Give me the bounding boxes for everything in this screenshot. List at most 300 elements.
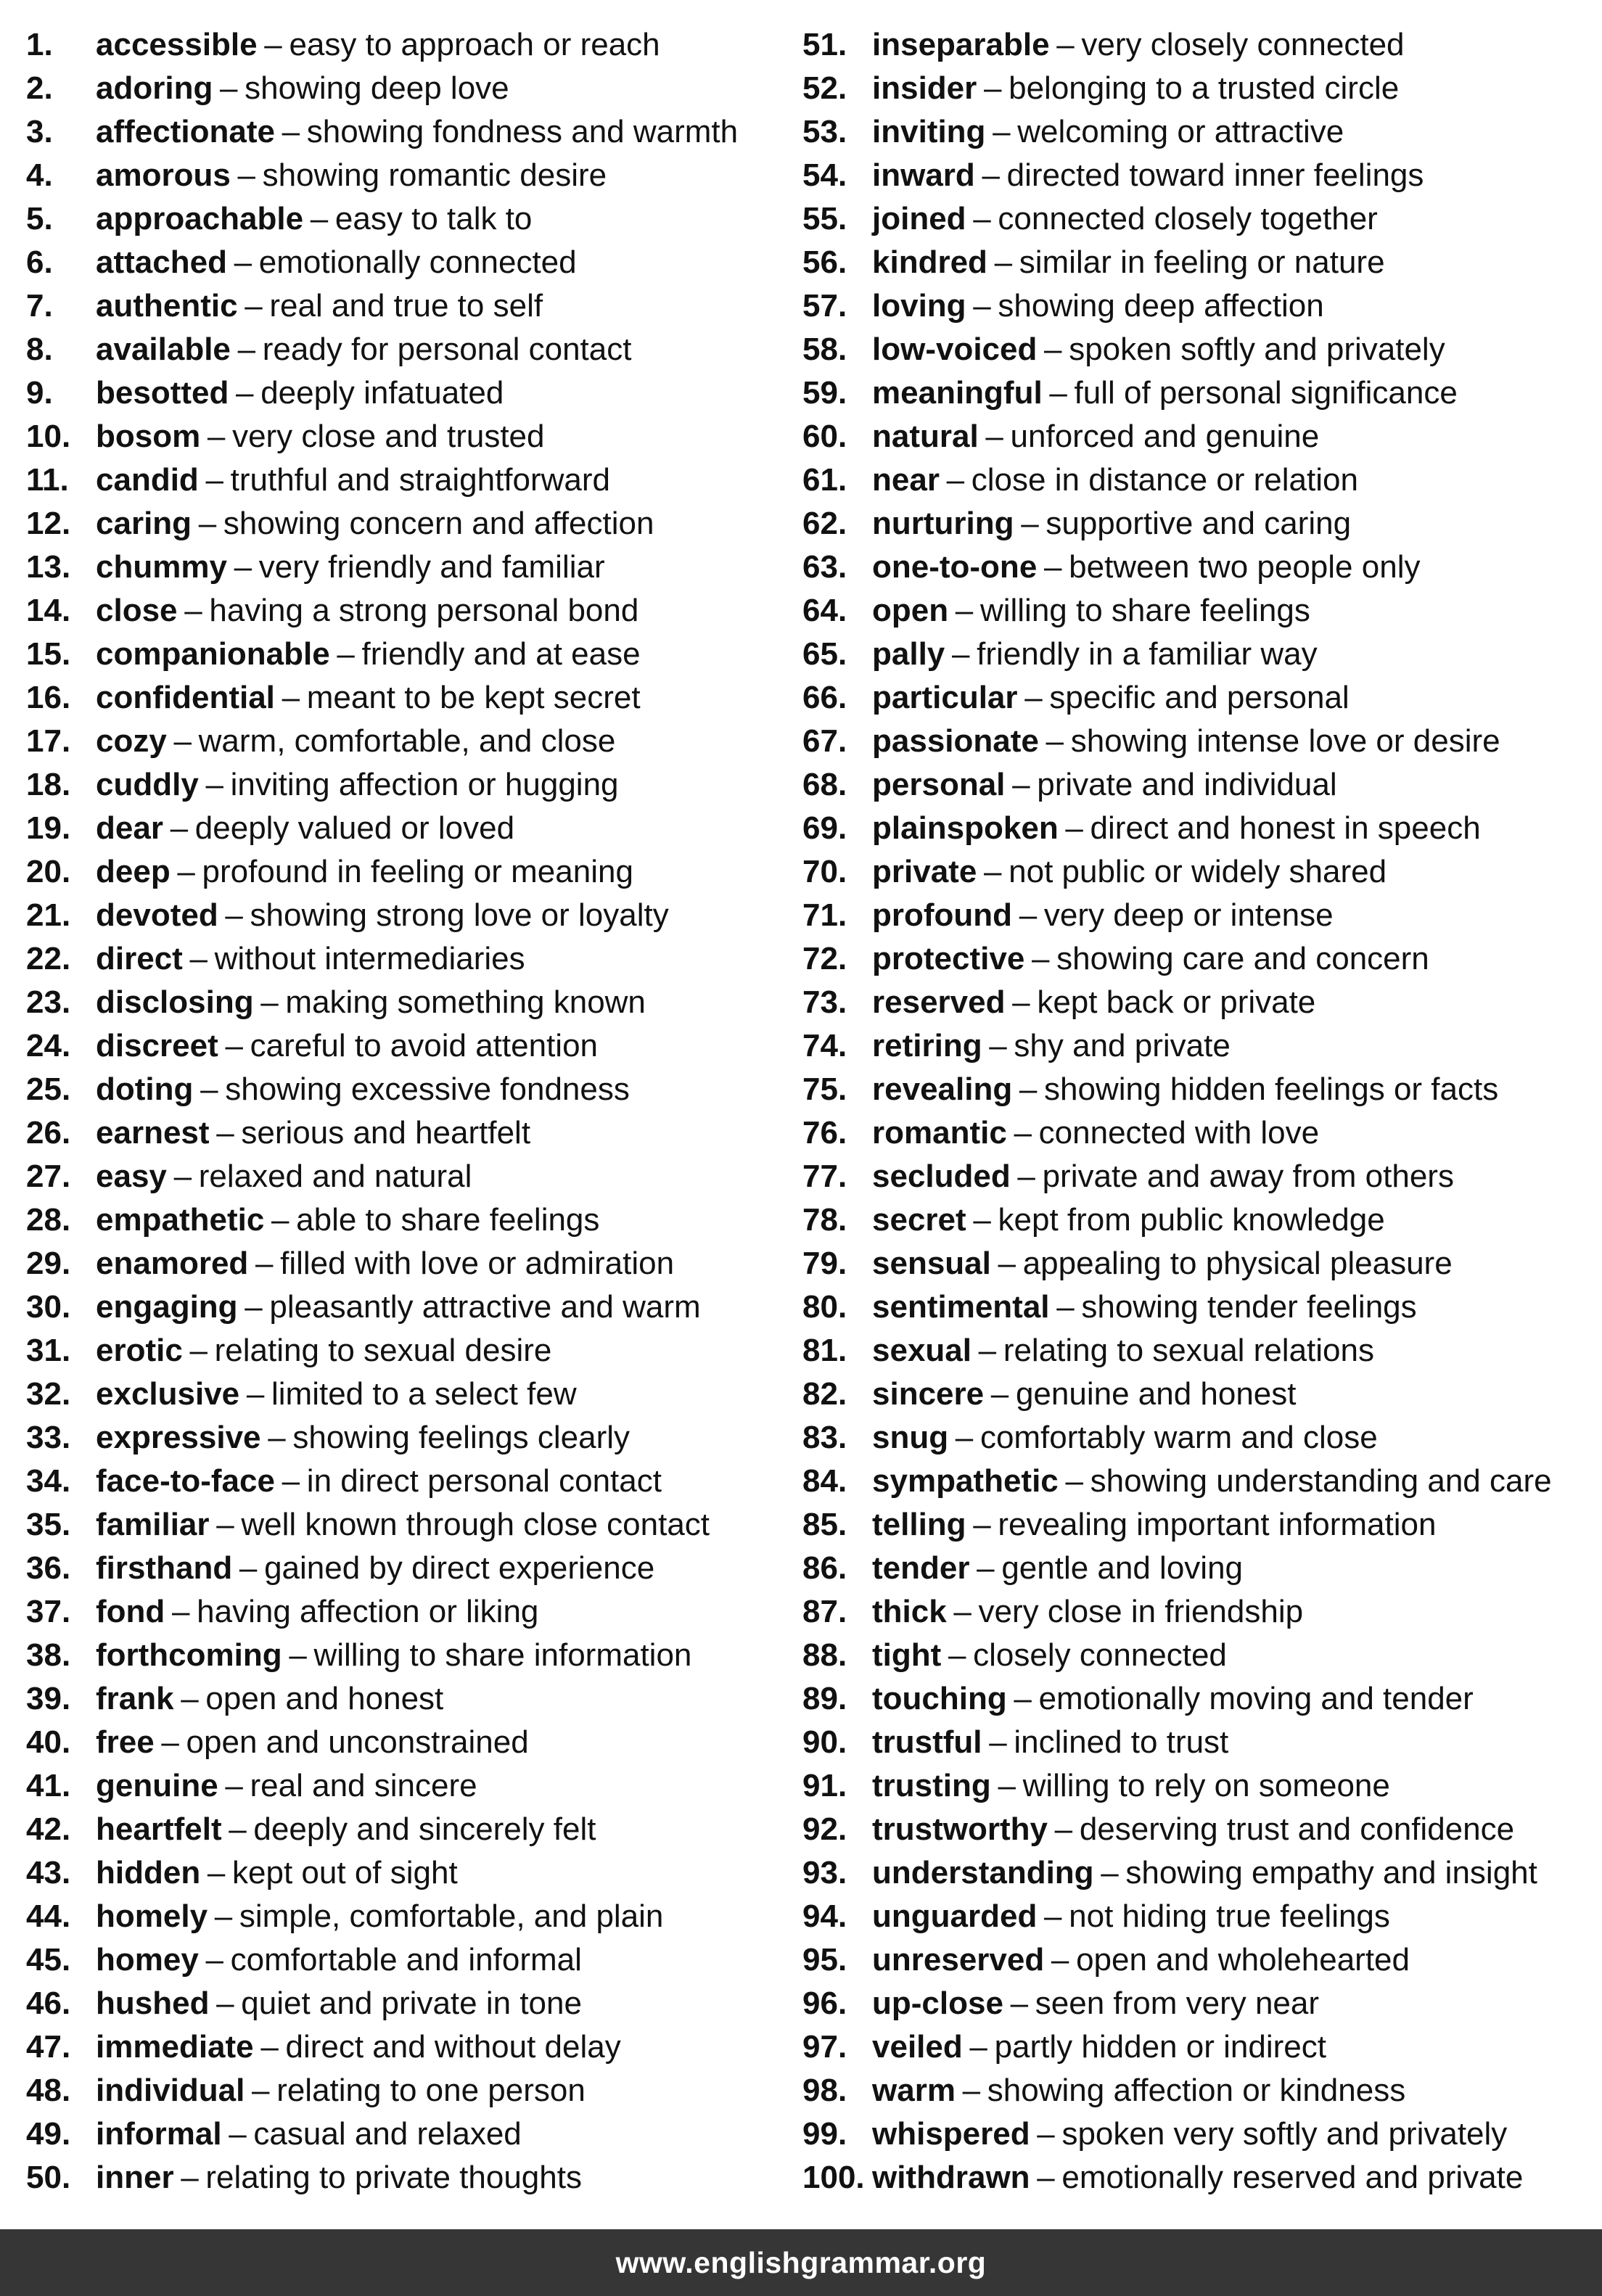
item-entry (96, 241, 577, 284)
item-definition: not hiding true feelings (1069, 1898, 1390, 1934)
item-separator: – (1065, 1463, 1083, 1499)
item-number: 100. (802, 2160, 865, 2195)
item-separator: – (990, 1376, 1009, 1412)
item-entry (96, 894, 669, 937)
item-entry (96, 110, 738, 154)
item-entry (872, 1634, 1227, 1677)
item-word: hidden (96, 1855, 201, 1890)
list-item (26, 2069, 795, 2112)
item-number: 68. (802, 767, 847, 802)
item-entry (96, 1111, 530, 1155)
item-definition: simple, comfortable, and plain (239, 1898, 664, 1934)
item-word: veiled (872, 2029, 963, 2065)
item-definition: direct and honest in speech (1090, 810, 1481, 846)
list-item (802, 1547, 1602, 1590)
item-separator: – (207, 1855, 226, 1890)
item-definition: showing romantic desire (262, 157, 607, 193)
item-separator: – (245, 288, 263, 324)
item-definition: kept from public knowledge (998, 1202, 1385, 1238)
item-separator: – (239, 1550, 258, 1586)
item-separator: – (1019, 897, 1038, 933)
item-number: 93. (802, 1855, 847, 1890)
list-item (802, 110, 1602, 154)
list-item (802, 1155, 1602, 1198)
list-item (802, 546, 1602, 589)
item-separator: – (1056, 1289, 1075, 1325)
item-definition: comfortable and informal (230, 1942, 582, 1978)
item-separator: – (216, 1507, 234, 1542)
item-number: 34. (26, 1463, 71, 1499)
item-separator: – (184, 593, 202, 628)
item-separator: – (1056, 27, 1075, 62)
item-word: touching (872, 1681, 1007, 1716)
item-number: 71. (802, 897, 847, 933)
item-word: retiring (872, 1028, 982, 1063)
item-word: thick (872, 1594, 947, 1629)
item-number: 84. (802, 1463, 847, 1499)
item-word: profound (872, 897, 1013, 933)
item-entry (872, 1547, 1243, 1590)
item-entry (872, 2069, 1405, 2112)
item-definition: inviting affection or hugging (230, 767, 619, 802)
item-definition: deserving trust and confidence (1079, 1811, 1515, 1847)
item-word: whispered (872, 2116, 1030, 2152)
item-word: genuine (96, 1768, 218, 1803)
item-definition: easy to approach or reach (289, 27, 660, 62)
item-entry (872, 1242, 1453, 1285)
item-definition: supportive and caring (1046, 506, 1352, 541)
item-separator: – (973, 201, 991, 236)
item-number: 91. (802, 1768, 847, 1803)
list-item (802, 1373, 1602, 1416)
item-word: hushed (96, 1986, 210, 2021)
item-separator: – (205, 767, 223, 802)
list-item (802, 2025, 1602, 2069)
item-word: meaningful (872, 375, 1043, 411)
item-word: direct (96, 941, 183, 976)
list-item (26, 589, 795, 633)
item-number: 22. (26, 941, 71, 976)
item-separator: – (998, 1246, 1016, 1281)
item-word: affectionate (96, 114, 275, 149)
list-item (26, 1416, 795, 1460)
item-definition: private and individual (1037, 767, 1337, 802)
list-item (26, 154, 795, 197)
item-word: authentic (96, 288, 238, 324)
list-item (26, 1460, 795, 1503)
item-separator: – (1054, 1811, 1073, 1847)
footer-bar (0, 2229, 1602, 2296)
item-number: 39. (26, 1681, 71, 1716)
item-number: 98. (802, 2073, 847, 2108)
item-word: inner (96, 2160, 174, 2195)
item-entry (872, 1460, 1552, 1503)
item-number: 7. (26, 288, 53, 324)
item-number: 28. (26, 1202, 71, 1238)
item-number: 48. (26, 2073, 71, 2108)
item-number: 53. (802, 114, 847, 149)
item-number: 57. (802, 288, 847, 324)
item-number: 99. (802, 2116, 847, 2152)
item-number: 62. (802, 506, 847, 541)
list-item (26, 284, 795, 328)
list-item (802, 1851, 1602, 1895)
item-number: 89. (802, 1681, 847, 1716)
item-number: 92. (802, 1811, 847, 1847)
item-entry (872, 1764, 1390, 1808)
item-definition: showing excessive fondness (225, 1071, 630, 1107)
item-definition: similar in feeling or nature (1019, 244, 1385, 280)
item-definition: shy and private (1014, 1028, 1231, 1063)
list-item (26, 1764, 795, 1808)
item-word: cozy (96, 723, 167, 759)
item-separator: – (268, 1420, 286, 1455)
item-word: devoted (96, 897, 218, 933)
item-word: individual (96, 2073, 245, 2108)
list-item (26, 546, 795, 589)
item-entry (96, 284, 543, 328)
item-entry (96, 1024, 598, 1068)
item-number: 66. (802, 680, 847, 715)
item-word: heartfelt (96, 1811, 222, 1847)
item-separator: – (229, 1811, 247, 1847)
list-item (26, 1721, 795, 1764)
item-definition: very close in friendship (978, 1594, 1304, 1629)
item-entry (96, 2112, 522, 2156)
list-item (26, 1938, 795, 1982)
item-definition: not public or widely shared (1009, 854, 1387, 889)
item-separator: – (951, 636, 970, 672)
item-separator: – (989, 1028, 1007, 1063)
item-word: sentimental (872, 1289, 1050, 1325)
list-item (802, 1677, 1602, 1721)
item-definition: showing hidden feelings or facts (1044, 1071, 1499, 1107)
item-separator: – (310, 201, 329, 236)
item-definition: full of personal significance (1074, 375, 1458, 411)
item-separator: – (234, 244, 252, 280)
word-list-left-column (26, 23, 795, 2200)
item-definition: limited to a select few (271, 1376, 577, 1412)
list-item (26, 23, 795, 67)
item-word: approachable (96, 201, 304, 236)
item-definition: showing care and concern (1056, 941, 1429, 976)
item-definition: open and wholehearted (1076, 1942, 1410, 1978)
item-entry (96, 633, 641, 676)
item-number: 61. (802, 462, 847, 498)
item-entry (872, 1111, 1319, 1155)
item-separator: – (983, 70, 1002, 106)
item-word: one-to-one (872, 549, 1038, 585)
item-separator: – (282, 680, 300, 715)
item-number: 46. (26, 1986, 71, 2021)
list-item (26, 1851, 795, 1895)
list-item (26, 1024, 795, 1068)
item-number: 90. (802, 1724, 847, 1760)
item-entry (96, 763, 619, 807)
item-number: 67. (802, 723, 847, 759)
item-definition: seen from very near (1035, 1986, 1320, 2021)
item-word: disclosing (96, 984, 254, 1020)
item-entry (96, 937, 525, 981)
item-definition: easy to talk to (334, 201, 533, 236)
item-separator: – (237, 157, 255, 193)
item-number: 69. (802, 810, 847, 846)
item-entry (872, 1895, 1390, 1938)
item-definition: emotionally reserved and private (1061, 2160, 1524, 2195)
list-item (26, 1329, 795, 1373)
item-separator: – (983, 854, 1002, 889)
item-entry (96, 1982, 582, 2025)
item-separator: – (1051, 1942, 1069, 1978)
item-entry (96, 1808, 596, 1851)
item-word: sympathetic (872, 1463, 1059, 1499)
list-item (26, 1547, 795, 1590)
item-entry (96, 1764, 477, 1808)
item-entry (96, 1721, 529, 1764)
item-definition: revealing important information (998, 1507, 1437, 1542)
item-entry (872, 1285, 1417, 1329)
item-definition: very friendly and familiar (258, 549, 605, 585)
item-word: warm (872, 2073, 956, 2108)
item-definition: showing deep affection (998, 288, 1324, 324)
item-definition: serious and heartfelt (241, 1115, 531, 1151)
item-word: easy (96, 1159, 167, 1194)
list-item (26, 850, 795, 894)
item-separator: – (1044, 332, 1062, 367)
item-separator: – (205, 462, 223, 498)
item-word: amorous (96, 157, 231, 193)
item-separator: – (953, 1594, 972, 1629)
list-item (802, 807, 1602, 850)
item-number: 20. (26, 854, 71, 889)
item-entry (96, 1895, 663, 1938)
item-number: 58. (802, 332, 847, 367)
list-item (802, 1024, 1602, 1068)
item-number: 2. (26, 70, 53, 106)
item-entry (96, 546, 605, 589)
item-word: joined (872, 201, 966, 236)
item-entry (872, 2025, 1326, 2069)
item-number: 15. (26, 636, 71, 672)
item-number: 95. (802, 1942, 847, 1978)
item-entry (872, 546, 1420, 589)
word-list-right-column (802, 23, 1602, 2200)
list-item (802, 2069, 1602, 2112)
item-number: 94. (802, 1898, 847, 1934)
list-item (802, 1590, 1602, 1634)
list-item (26, 371, 795, 415)
item-definition: spoken softly and privately (1069, 332, 1445, 367)
item-definition: real and sincere (250, 1768, 477, 1803)
list-item (802, 1460, 1602, 1503)
footer-url[interactable]: www.englishgrammar.org (615, 2245, 987, 2279)
item-number: 70. (802, 854, 847, 889)
item-number: 60. (802, 419, 847, 454)
item-word: kindred (872, 244, 987, 280)
item-separator: – (246, 1376, 265, 1412)
item-number: 76. (802, 1115, 847, 1151)
list-item (26, 67, 795, 110)
item-number: 85. (802, 1507, 847, 1542)
list-item (802, 1982, 1602, 2025)
item-separator: – (998, 1768, 1016, 1803)
list-item (26, 197, 795, 241)
item-definition: between two people only (1069, 549, 1421, 585)
item-number: 8. (26, 332, 53, 367)
list-item (26, 502, 795, 546)
item-separator: – (181, 2160, 199, 2195)
item-separator: – (181, 1681, 199, 1716)
item-definition: appealing to physical pleasure (1022, 1246, 1453, 1281)
item-word: enamored (96, 1246, 249, 1281)
item-entry (872, 1982, 1319, 2025)
item-word: firsthand (96, 1550, 233, 1586)
item-word: tight (872, 1637, 942, 1673)
item-word: homey (96, 1942, 199, 1978)
list-item (26, 807, 795, 850)
item-entry (872, 328, 1445, 371)
item-entry (96, 850, 633, 894)
item-definition: deeply and sincerely felt (253, 1811, 596, 1847)
list-item (26, 894, 795, 937)
list-item (26, 981, 795, 1024)
item-word: snug (872, 1420, 949, 1455)
item-definition: showing empathy and insight (1125, 1855, 1537, 1890)
item-number: 54. (802, 157, 847, 193)
item-definition: careful to avoid attention (250, 1028, 599, 1063)
item-separator: – (1043, 549, 1062, 585)
list-item (26, 1634, 795, 1677)
item-separator: – (1044, 1898, 1062, 1934)
list-item (802, 1895, 1602, 1938)
item-definition: making something known (285, 984, 646, 1020)
item-number: 79. (802, 1246, 847, 1281)
item-number: 6. (26, 244, 53, 280)
item-entry (872, 415, 1319, 458)
list-item (802, 763, 1602, 807)
item-entry (96, 676, 641, 720)
item-word: bosom (96, 419, 201, 454)
item-separator: – (955, 1420, 974, 1455)
list-item (26, 1373, 795, 1416)
list-item (802, 1764, 1602, 1808)
item-word: trustful (872, 1724, 982, 1760)
item-number: 21. (26, 897, 71, 933)
item-word: pally (872, 636, 945, 672)
item-separator: – (214, 1898, 233, 1934)
item-separator: – (989, 1724, 1007, 1760)
item-separator: – (1014, 1115, 1032, 1151)
item-definition: belonging to a trusted circle (1009, 70, 1400, 106)
item-number: 97. (802, 2029, 847, 2065)
list-item (26, 1111, 795, 1155)
item-entry (96, 371, 504, 415)
item-separator: – (229, 2116, 247, 2152)
list-item (26, 1285, 795, 1329)
item-number: 40. (26, 1724, 71, 1760)
item-entry (96, 1851, 458, 1895)
item-entry (96, 415, 545, 458)
item-separator: – (220, 70, 238, 106)
item-definition: showing feelings clearly (292, 1420, 630, 1455)
item-entry (872, 154, 1424, 197)
item-word: up-close (872, 1986, 1003, 2021)
item-entry (96, 1460, 662, 1503)
item-entry (872, 720, 1500, 763)
item-number: 59. (802, 375, 847, 411)
item-number: 83. (802, 1420, 847, 1455)
item-word: free (96, 1724, 155, 1760)
item-separator: – (1014, 1681, 1032, 1716)
item-entry (96, 154, 607, 197)
item-number: 49. (26, 2116, 71, 2152)
item-separator: – (1037, 2116, 1055, 2152)
item-definition: connected with love (1038, 1115, 1320, 1151)
item-entry (96, 502, 654, 546)
item-definition: ready for personal contact (262, 332, 632, 367)
item-number: 78. (802, 1202, 847, 1238)
item-entry (872, 67, 1399, 110)
item-definition: showing deep love (245, 70, 509, 106)
item-entry (872, 1808, 1514, 1851)
item-number: 96. (802, 1986, 847, 2021)
item-separator: – (1101, 1855, 1119, 1890)
item-separator: – (973, 288, 991, 324)
item-definition: warm, comfortable, and close (198, 723, 616, 759)
item-entry (96, 67, 509, 110)
item-definition: emotionally connected (258, 244, 577, 280)
item-number: 72. (802, 941, 847, 976)
item-entry (872, 1068, 1498, 1111)
item-number: 13. (26, 549, 71, 585)
list-item (26, 1198, 795, 1242)
item-separator: – (236, 375, 254, 411)
item-word: immediate (96, 2029, 254, 2065)
item-separator: – (955, 593, 974, 628)
item-number: 9. (26, 375, 53, 411)
item-definition: having a strong personal bond (209, 593, 639, 628)
list-item (26, 2156, 795, 2200)
item-entry (872, 284, 1324, 328)
item-number: 65. (802, 636, 847, 672)
item-word: cuddly (96, 767, 199, 802)
item-definition: showing understanding and care (1090, 1463, 1552, 1499)
list-item (26, 2025, 795, 2069)
item-number: 31. (26, 1333, 71, 1368)
item-separator: – (1024, 680, 1043, 715)
item-entry (96, 1329, 551, 1373)
item-word: close (96, 593, 178, 628)
item-definition: direct and without delay (285, 2029, 621, 2065)
item-separator: – (173, 723, 192, 759)
item-entry (96, 1590, 538, 1634)
item-separator: – (173, 1159, 192, 1194)
item-number: 52. (802, 70, 847, 106)
item-number: 32. (26, 1376, 71, 1412)
item-number: 56. (802, 244, 847, 280)
item-number: 3. (26, 114, 53, 149)
item-word: besotted (96, 375, 229, 411)
item-word: discreet (96, 1028, 218, 1063)
item-definition: spoken very softly and privately (1061, 2116, 1508, 2152)
list-item (26, 633, 795, 676)
item-number: 51. (802, 27, 847, 62)
item-word: low-voiced (872, 332, 1038, 367)
item-word: inseparable (872, 27, 1050, 62)
list-item (802, 937, 1602, 981)
item-definition: without intermediaries (214, 941, 525, 976)
item-definition: relating to private thoughts (205, 2160, 582, 2195)
